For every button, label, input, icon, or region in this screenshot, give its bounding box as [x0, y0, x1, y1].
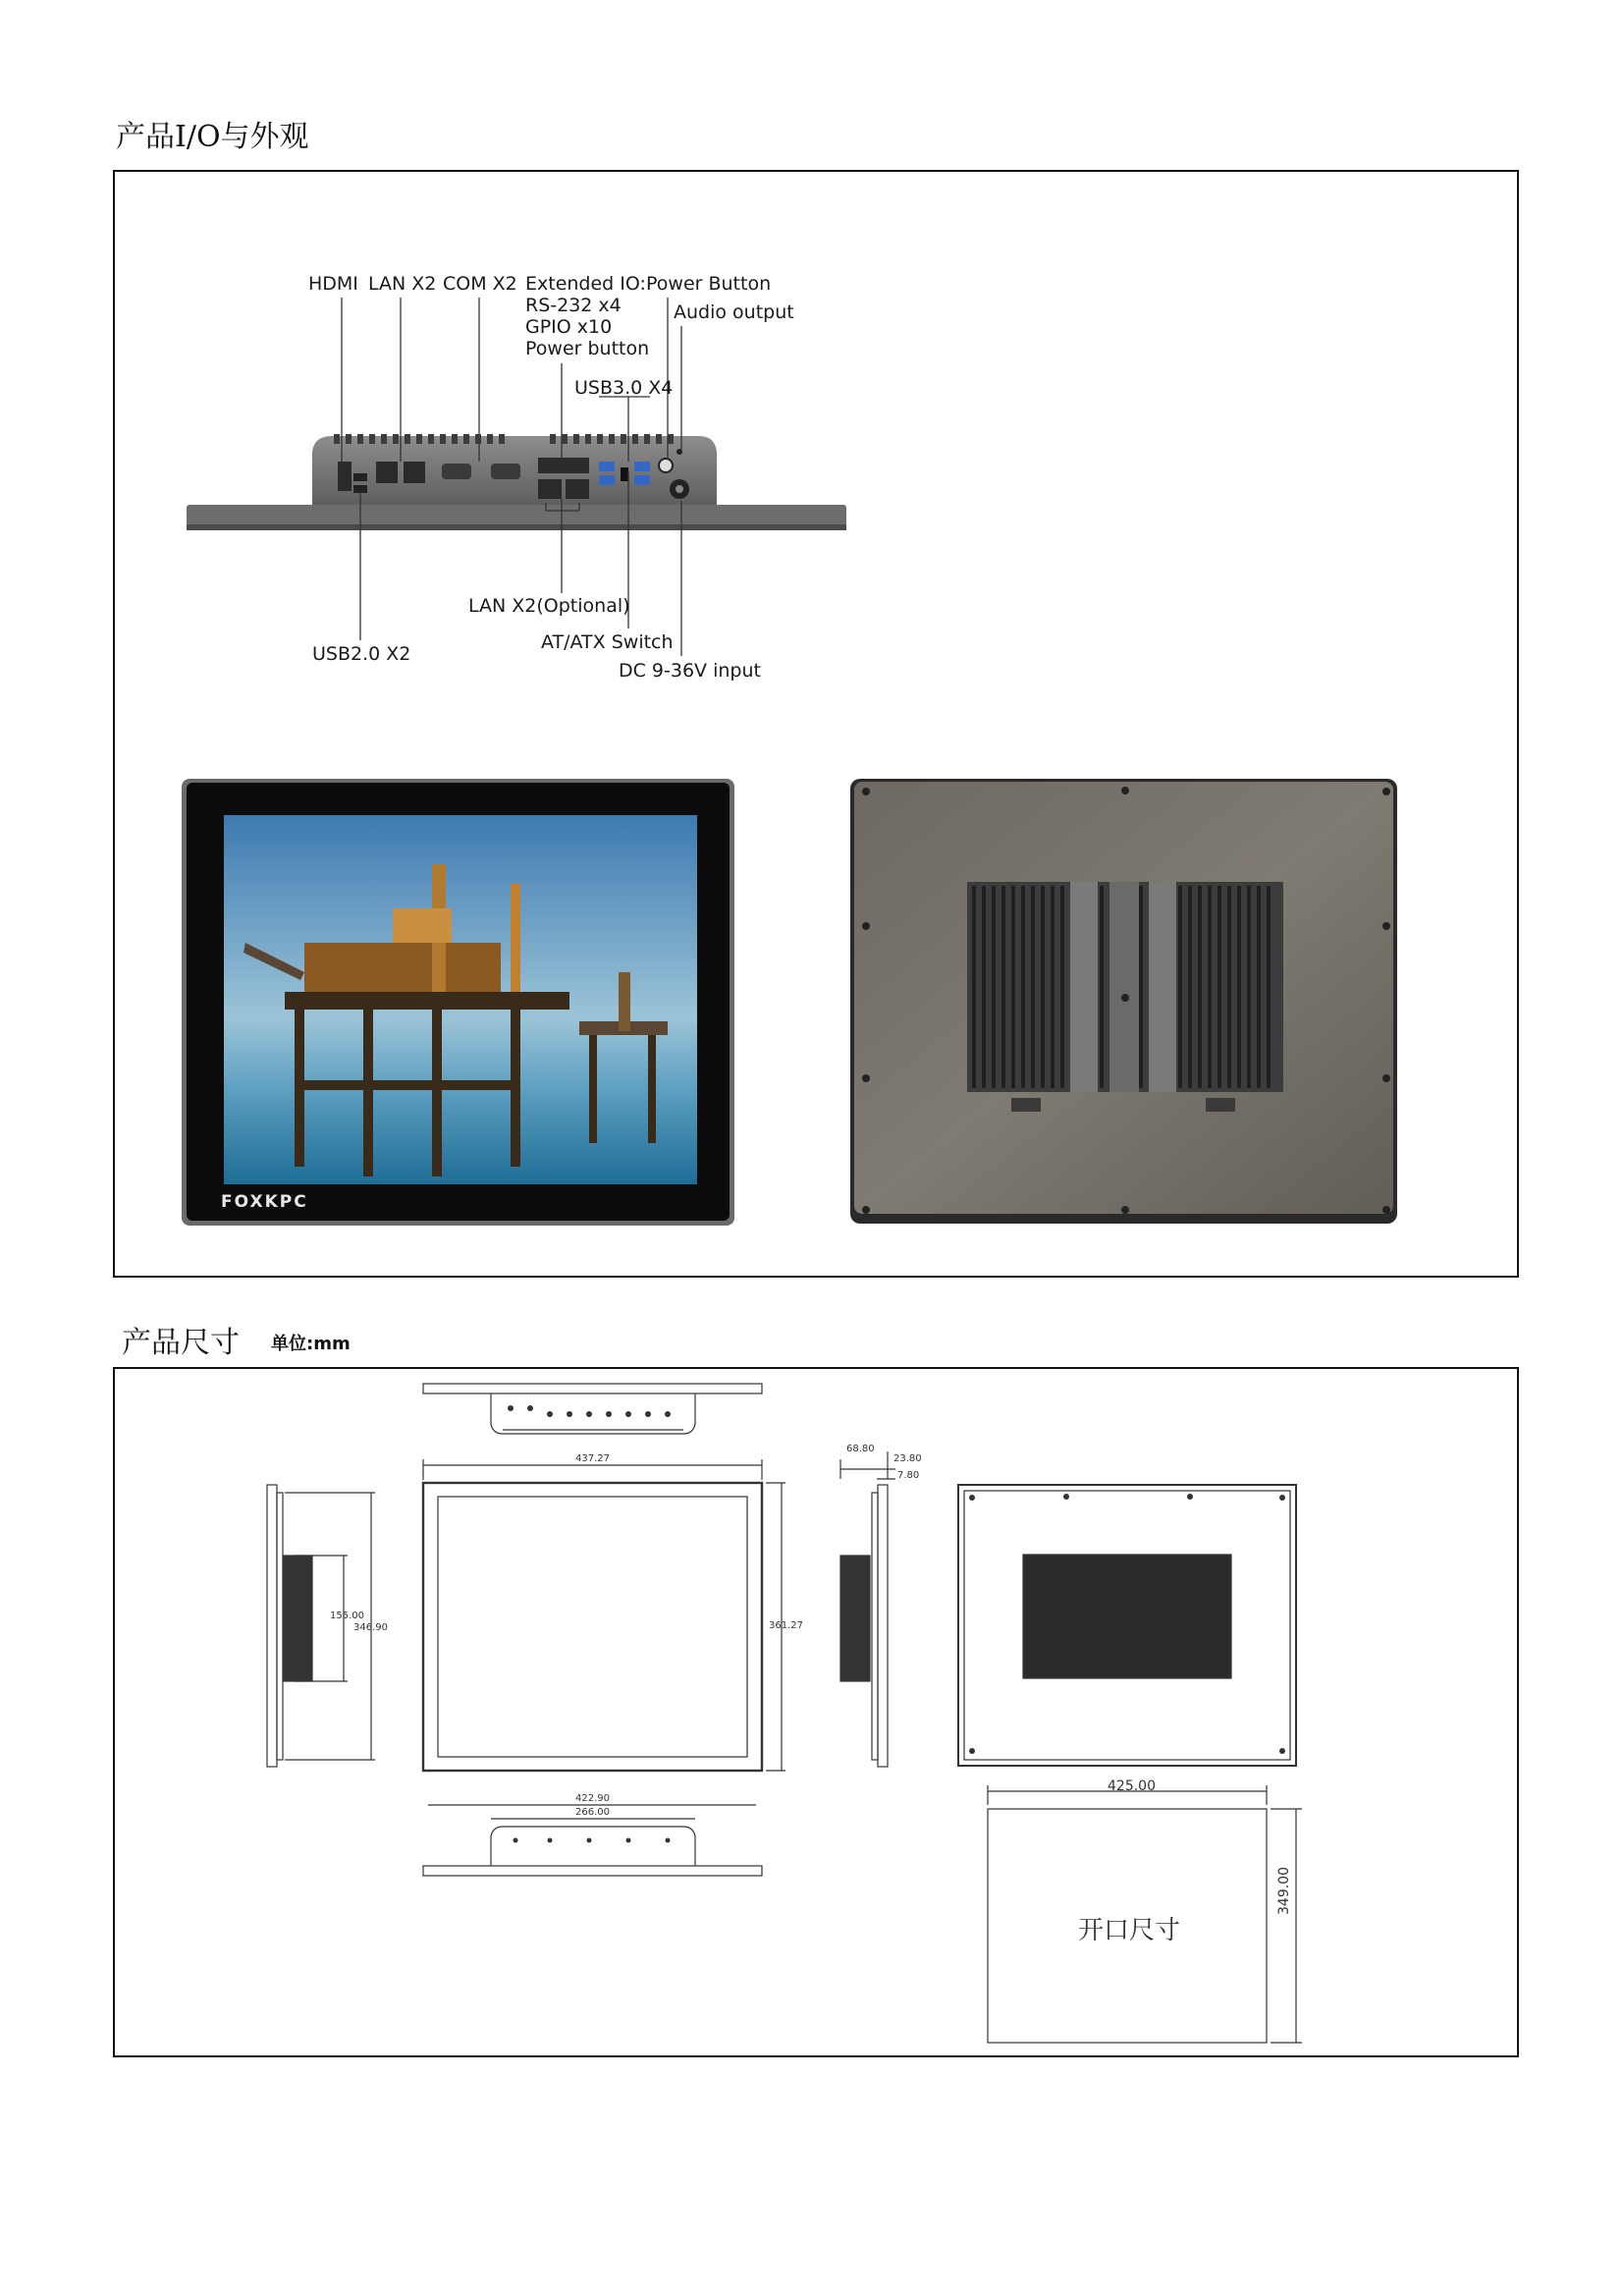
- brand-logo: FOXKPC: [221, 1192, 308, 1212]
- dim-side-inner: 155.00: [330, 1611, 364, 1621]
- dim-front-height: 361.27: [769, 1620, 803, 1631]
- label-dc-input: DC 9-36V input: [619, 660, 761, 682]
- label-audio-output: Audio output: [674, 301, 794, 323]
- dim-bottom-inner: 266.00: [575, 1807, 610, 1818]
- label-hdmi: HDMI: [308, 273, 358, 295]
- label-rs232: RS-232 x4: [525, 295, 622, 316]
- dim-depth-a: 23.80: [893, 1453, 922, 1464]
- dim-side-outer: 346.90: [353, 1622, 388, 1633]
- dim-bottom-outer: 422.90: [575, 1793, 610, 1804]
- label-lan: LAN X2: [368, 273, 437, 295]
- label-usb3: USB3.0 X4: [574, 377, 674, 399]
- label-ext-power-button: Power button: [525, 338, 650, 359]
- section-title-dimensions: 产品尺寸: [122, 1326, 240, 1360]
- cutout-label: 开口尺寸: [1078, 1916, 1181, 1945]
- label-at-atx-switch: AT/ATX Switch: [541, 631, 674, 653]
- dim-top-width: 437.27: [575, 1453, 610, 1464]
- section-title-io: 产品I/O与外观: [116, 120, 309, 154]
- label-power-button: Power Button: [646, 273, 772, 295]
- dim-depth-total: 68.80: [846, 1444, 875, 1454]
- label-gpio: GPIO x10: [525, 316, 613, 338]
- unit-label: 单位:mm: [271, 1334, 351, 1354]
- label-usb2: USB2.0 X2: [312, 643, 411, 665]
- label-lan-optional: LAN X2(Optional): [468, 595, 630, 617]
- dim-depth-b: 7.80: [897, 1470, 920, 1481]
- dim-cutout-height: 349.00: [1276, 1867, 1292, 1915]
- label-com: COM X2: [443, 273, 517, 295]
- dim-cutout-width: 425.00: [1108, 1778, 1156, 1794]
- label-extended-io: Extended IO:: [525, 273, 646, 295]
